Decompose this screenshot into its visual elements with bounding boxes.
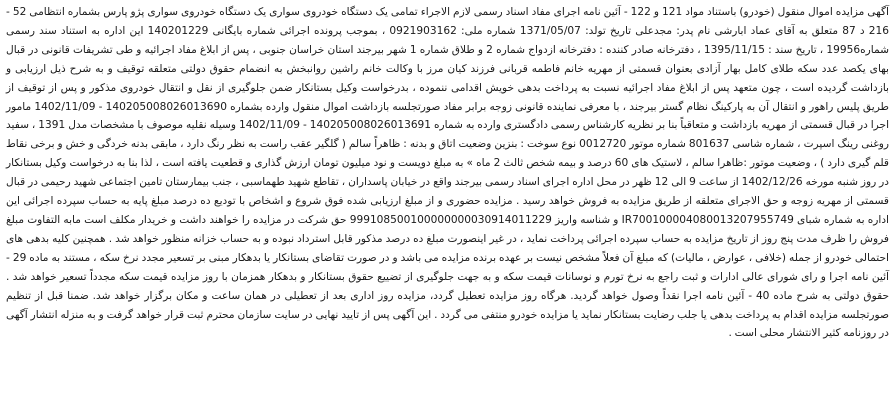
auction-notice-text: آگهی مزایده اموال منقول (خودرو) باستناد مواد 121 و 122 - آئین نامه اجرای مفاد اسناد رسمی لازم الاجراء تمامی یک دستگاه خودروی سواری یک دستگاه خودروی سواری پژو پارس بشماره انتظامی 52 - 216 د 87 متعلق به آقای عماد ابارشی نام پدر: مجدعلی تاریخ تولد: 1371/05/07 شماره ملی: 0921903162 ، بموجب پرونده اجرائی شماره بایگانی 140201229 این اداره به استناد سند رسمی شماره19956 ، تاریخ سند : 1395/11/15 ، دفترخانه صادر کننده : دفترخانه ازدواج شماره 2 و طلاق شماره 1 شهر بیرجند استان خراسان جنوبی ، پس از ابلاغ مفاد اجرائیه و طی تشریفات قانونی در قبال بهای یکصد عدد سکه طلای کامل بهار آزادی بعنوان قسمتی از مهریه خانم فاطمه قربانی فرزند کیان مرز با وکالت خانم راشین روانبخش به انضمام حقوق دولتی متعلقه توقیف و به شرح ذیل ارزیابی و بازداشت گردیده است ، چون متعهد پس از ابلاغ مفاد اجرائیه نسبت به پرداخت بدهی خویش اقدامی ننموده ، بدرخواست وکیل بستانکار ضمن جلوگیری از نقل و انتقال خودروی مذکور و پس از توقیف از طریق پلیس راهور و انتقال آن به پارکینگ نظام گستر بیرجند ، با معرفی نماینده قانونی زوجه برابر مفاد صورتجلسه بازداشت اموال منقول وارده بشماره 140205008026013690 - 1402/11/09 مامور اجرا در قبال قسمتی از مهریه بازداشت و متعاقباً بنا بر نظریه کارشناس رسمی دادگستری وارده به شماره 140205008026013691 - 1402/11/09 وسیله نقلیه موصوف با مشخصات مدل 1391 ، سفید روغنی رینگ اسپرت ، شماره شاسی 801637 شماره موتور 0012720 نوع سوخت : بنزین وضعیت اتاق و بدنه : ظاهراً سالم ( گلگیر عقب راست به نظر رنگ دارد ، مابقی بدنه خردگی و خش و برخی نقاط قلم گیری دارد ) ، وضعیت موتور :ظاهرا سالم ، لاستیک های 60 درصد و بیمه شخص ثالث 2 ماه » به مبلغ دویست و نود میلیون تومان ارزش گذاری و قطعیت یافته است ، لذا بنا به درخواست وکیل بستانکار در روز شنبه مورخه 1402/12/26 از ساعت 9 الی 12 ظهر در محل اداره اجرای اسناد رسمی بیرجند واقع در خیابان پاسداران ، تقاطع شهید طهماسبی ، جنب بیمارستان تامین اجتماعی شهید رحیمی در قبال قسمتی از مهریه زوجه و حق الاجرای متعلقه از طریق مزایده به فروش خواهد رسید . مزایده حضوری و از مبلغ ارزیابی شده فوق شروع و اشخاص با تودیع ده درصد مبلغ پایه به حساب سپرده اجرائی این اداره به شماره شبای IR700100004080013207955749 و شناسه واریز 999108500100000000030914011229 حق شرکت در مزایده را خواهند داشت و خریدار مکلف است مابه التفاوت مبلغ فروش را ظرف مدت پنج روز از تاریخ مزایده به حساب سپرده اجرائی پرداخت نماید ، در غیر اینصورت مبلغ ده درصد مذکور قابل استرداد نبوده و به حساب خزانه منظور خواهد شد . همچنین کلیه بدهی های احتمالی خودرو از جمله (خلافی ، عوارض ، مالیات) که مبلغ آن فعلاً مشخص نیست بر عهده برنده مزایده می باشد و در صورت تقاضای بستانکار یا بدهکار مبنی بر تسعیر مجدد نرخ سکه ، مستند به ماده 29 - آئین نامه اجرا و رای شورای عالی ادارات و ثبت راجع به نرخ تورم و نوسانات قیمت سکه و به جهت جلوگیری از تضییع حقوق بستانکار و بدهکار همزمان با روز مزایده قیمت سکه مجدداً تسعیر خواهد شد . حقوق دولتی به شرح ماده 40 - آئین نامه اجرا نقداً وصول خواهد گردید. هرگاه روز مزایده تعطیل گردد، مزایده روز اداری بعد از تعطیلی در همان ساعت و مکان برگزار خواهد شد. ضمنا قبل از تنظیم صورتجلسه مزایده اقدام به پرداخت بدهی یا جلب رضایت بستانکار نماید یا مزایده خودرو منتفی می گردد . این آگهی پس از تایید نهایی در سایت سازمان محترم ثبت قرار خواهد گرفت و به منزله انتشار آگهی در روزنامه کثیر الانتشار محلی است .	[6, 6, 890, 340]
